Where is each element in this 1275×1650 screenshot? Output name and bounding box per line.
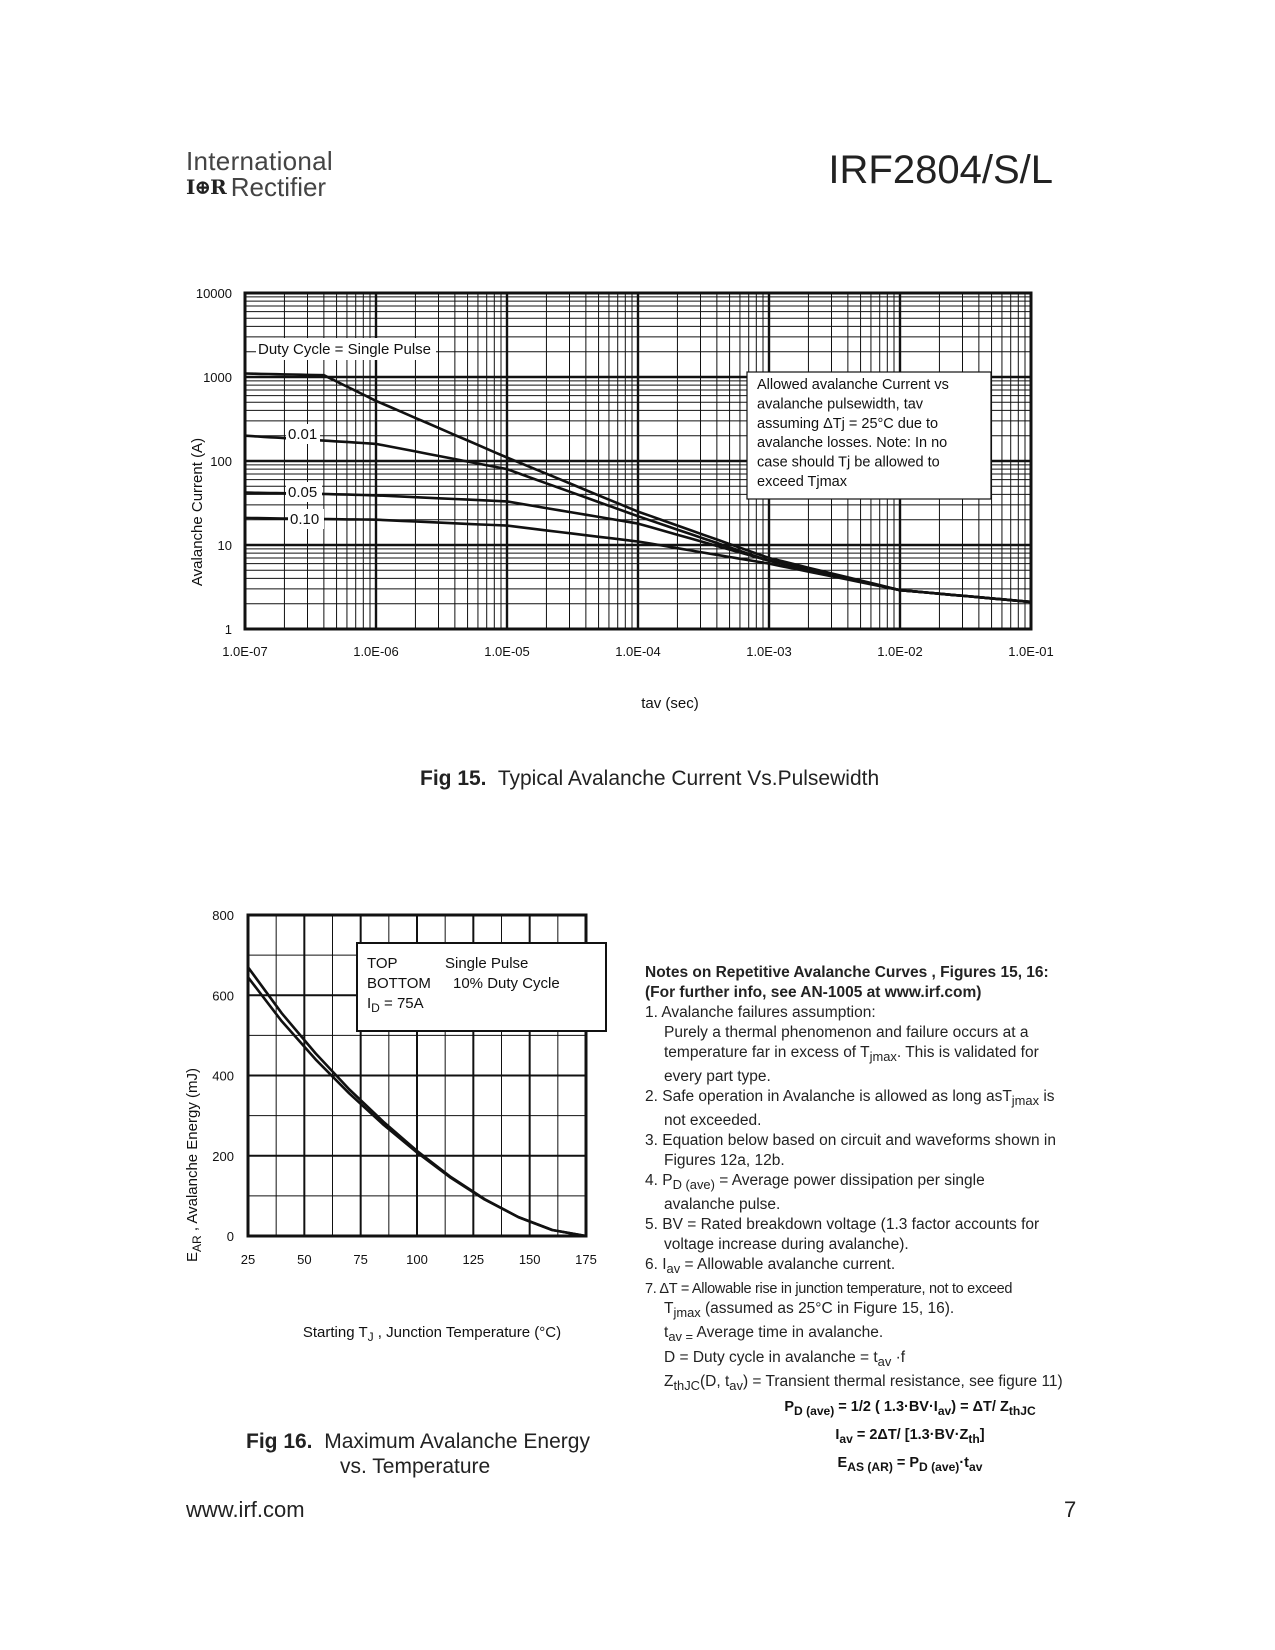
fig15-note-line: Allowed avalanche Current vs: [757, 377, 949, 393]
fig16-caption-line2: vs. Temperature: [340, 1455, 491, 1478]
page-number: 7: [1064, 1497, 1077, 1522]
fig15-y-tick-label: 10000: [195, 286, 232, 301]
fig15-annot-001: 0.01: [288, 426, 318, 443]
note-2b: not exceeded.: [664, 1112, 762, 1130]
footer-url[interactable]: www.irf.com: [186, 1497, 305, 1522]
notes-heading-1: Notes on Repetitive Avalanche Curves , Figures 15, 16:: [645, 964, 1049, 981]
note-1c: every part type.: [664, 1068, 771, 1086]
part-number-title: IRF2804/S/L: [828, 148, 1053, 192]
fig15-caption: [420, 767, 879, 791]
fig15-x-tick-label: 1.0E-05: [484, 644, 530, 659]
equation-1: $P_{D (ave)} = 1/2$ ( $1.3\cdot BV\cdot I_{av}) = \Delta T/$ $Z_{thJC}$: [784, 1399, 1036, 1418]
fig15-xlabel: tav (sec): [641, 695, 699, 712]
fig15-caption-text: Typical Avalanche Current Vs.Pulsewidth: [497, 767, 880, 790]
fig15-note-line: exceed Tjmax: [757, 474, 847, 490]
avalanche-equations: [700, 1395, 1120, 1479]
fig15-note-line: avalanche pulsewidth, tav: [757, 396, 924, 413]
fig16-y-tick-label: 800: [212, 908, 234, 923]
fig15-note-line: avalanche losses. Note: In no: [757, 435, 948, 452]
fig16-ylabel: $E_{AR}$ , Avalanche Energy (mJ): [184, 1068, 204, 1262]
logo-text-international: International: [186, 146, 334, 176]
note-3: 3. Equation below based on circuit and waveforms shown in: [645, 1132, 1056, 1150]
fig15-caption-label: Fig 15.: [420, 767, 487, 790]
fig16-x-tick-label: 50: [297, 1252, 312, 1267]
equation-2: $I_{av} = 2\Delta T/$ $[1.3\cdot BV\cdot Z_{th}]$: [835, 1426, 985, 1446]
note-6: 6. $I_{av}$ = Allowable avalanche current.: [645, 1256, 896, 1277]
fig16-legend-id: $I_D = 75A$: [367, 995, 424, 1015]
fig16-y-tick-label: 200: [212, 1148, 234, 1164]
fig15-x-tick-label: 1.0E-06: [353, 644, 399, 659]
fig16-x-tick-label: 150: [518, 1252, 541, 1267]
note-3b: Figures 12a, 12b.: [664, 1152, 785, 1170]
equation-3: $E_{AS (AR)} = P_{D (ave)}\cdot t_{av}$: [837, 1454, 983, 1474]
note-7b: $T_{jmax}$ (assumed as 25°C in Figure 15, 16).: [664, 1300, 955, 1321]
fig16-y-tick-label: 0: [226, 1229, 234, 1244]
fig15-y-tick-label: 100: [210, 454, 232, 469]
note-2: 2. Safe operation in Avalanche is allowed as long asT$_{jmax}$ is: [645, 1088, 1055, 1109]
fig15-x-tick-label: 1.0E-03: [746, 644, 792, 659]
note-7c: $t_{av =}$ Average time in avalanche.: [664, 1324, 884, 1345]
fig15-x-tick-label: 1.0E-04: [615, 644, 661, 659]
fig16-legend-bottom-key: BOTTOM: [367, 975, 431, 992]
fig16-x-tick-label: 175: [575, 1252, 597, 1267]
fig16-caption-label: Fig 16.: [246, 1430, 313, 1453]
fig16-legend-top-val: Single Pulse: [445, 955, 529, 972]
note-5: 5. BV = Rated breakdown voltage (1.3 factor accounts for: [645, 1216, 1040, 1234]
avalanche-notes: [645, 963, 1095, 1396]
fig16-x-tick-label: 125: [462, 1252, 485, 1267]
fig16-chart: [180, 908, 630, 1355]
note-4b: avalanche pulse.: [664, 1196, 781, 1214]
fig15-annot-010: 0.10: [290, 511, 320, 528]
fig16-legend-bottom-val: 10% Duty Cycle: [453, 975, 560, 992]
fig15-y-tick-label: 1: [224, 622, 232, 637]
fig15-note-line: assuming ΔTj = 25°C due to: [757, 415, 939, 432]
note-1: 1. Avalanche failures assumption:: [645, 1004, 876, 1021]
fig15-y-tick-label: 10: [217, 538, 232, 553]
note-1a: Purely a thermal phenomenon and failure occurs at a: [664, 1024, 1029, 1041]
ior-logo-mark: I⊕R: [186, 175, 226, 199]
fig16-x-tick-label: 25: [240, 1252, 256, 1267]
fig16-caption: [246, 1429, 646, 1479]
company-logo: [186, 148, 333, 200]
fig16-caption-line1: Maximum Avalanche Energy: [324, 1430, 590, 1453]
fig15-chart: [180, 286, 1100, 730]
note-4: 4. $P_{D (ave)}$ = Average power dissipation per single: [645, 1172, 985, 1193]
fig15-annot-005: 0.05: [288, 484, 318, 501]
note-7: 7. ΔT = Allowable rise in junction temperature, not to exceed: [645, 1281, 1013, 1298]
fig16-y-tick-label: 400: [212, 1068, 234, 1084]
fig15-ylabel: Avalanche Current (A): [189, 437, 206, 587]
fig16-xlabel: Starting $T_J$ , Junction Temperature (°C): [302, 1324, 562, 1344]
fig15-x-tick-label: 1.0E-02: [877, 644, 923, 659]
fig15-x-tick-label: 1.0E-01: [1008, 644, 1054, 659]
fig15-x-tick-label: 1.0E-07: [222, 644, 268, 659]
logo-text-rectifier: Rectifier: [230, 172, 327, 202]
fig16-y-tick-label: 600: [212, 988, 234, 1004]
fig15-y-tick-label: 1000: [203, 370, 232, 385]
note-7d: D = Duty cycle in avalanche = $t_{av} \cdot f$: [664, 1348, 906, 1369]
notes-heading-2: (For further info, see AN-1005 at www.irf.com): [645, 984, 982, 1001]
fig16-legend-top-key: TOP: [367, 955, 398, 972]
fig16-x-tick-label: 75: [353, 1252, 368, 1267]
fig15-annot-single-pulse: Duty Cycle = Single Pulse: [258, 341, 431, 358]
fig16-x-tick-label: 100: [406, 1252, 428, 1267]
fig15-note-line: case should Tj be allowed to: [757, 454, 940, 471]
note-5b: voltage increase during avalanche).: [664, 1236, 909, 1254]
note-7e: $Z_{thJC}(D$, $t_{av}$) = Transient thermal resistance, see figure 11): [664, 1372, 1063, 1393]
note-1b: temperature far in excess of $T_{jmax}$. This is validated for: [664, 1044, 1039, 1065]
